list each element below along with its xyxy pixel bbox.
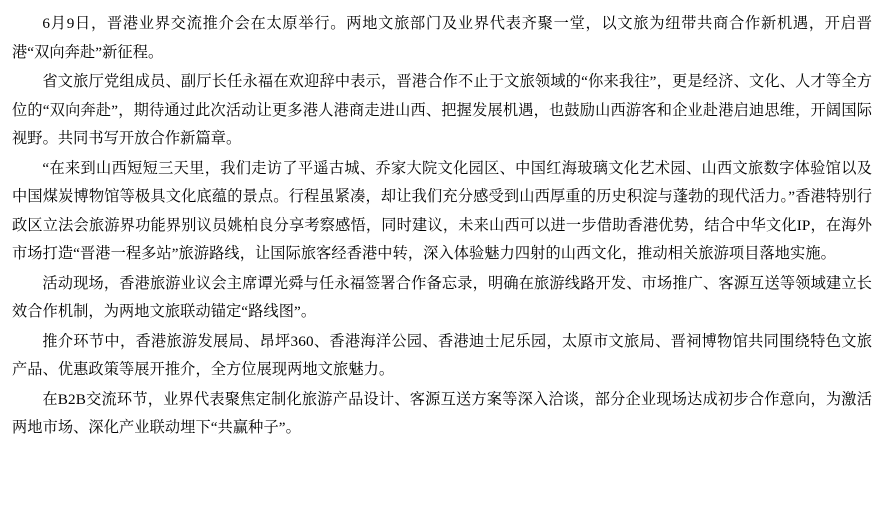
paragraph: “在来到山西短短三天里，我们走访了平遥古城、乔家大院文化园区、中国红海玻璃文化艺术园、山西文旅数字体验馆以及中国煤炭博物馆等极具文化底蕴的景点。行程虽紧凑，却让我们充分感受到山西厚重的历史积淀与蓬勃的现代活力。”香港特别行政区立法会旅游界功能界别议员姚柏良分享考察感悟，同时建议，未来山西可以进一步借助香港优势，结合中华文化IP，在海外市场打造“晋港一程多站”旅游路线，让国际旅客经香港中转，深入体验魅力四射的山西文化，推动相关旅游项目落地实施。 bbox=[12, 159, 872, 262]
paragraph: 6月9日，晋港业界交流推介会在太原举行。两地文旅部门及业界代表齐聚一堂，以文旅为纽带共商合作新机遇，开启晋港“双向奔赴”新征程。 bbox=[12, 15, 872, 61]
paragraph: 推介环节中，香港旅游发展局、昂坪360、香港海洋公园、香港迪士尼乐园，太原市文旅局、晋祠博物馆共同围绕特色文旅产品、优惠政策等展开推介，全方位展现两地文旅魅力。 bbox=[12, 332, 872, 378]
paragraph: 省文旅厅党组成员、副厅长任永福在欢迎辞中表示，晋港合作不止于文旅领域的“你来我往”，更是经济、文化、人才等全方位的“双向奔赴”，期待通过此次活动让更多港人港商走进山西、把握发展机遇，也鼓励山西游客和企业赴港启迪思维，开阔国际视野。共同书写开放合作新篇章。 bbox=[12, 73, 872, 147]
paragraph: 在B2B交流环节，业界代表聚焦定制化旅游产品设计、客源互送方案等深入洽谈，部分企业现场达成初步合作意向，为激活两地市场、深化产业联动埋下“共赢种子”。 bbox=[12, 390, 872, 436]
paragraph: 活动现场，香港旅游业议会主席谭光舜与任永福签署合作备忘录，明确在旅游线路开发、市场推广、客源互送等领域建立长效合作机制，为两地文旅联动锚定“路线图”。 bbox=[12, 274, 872, 320]
